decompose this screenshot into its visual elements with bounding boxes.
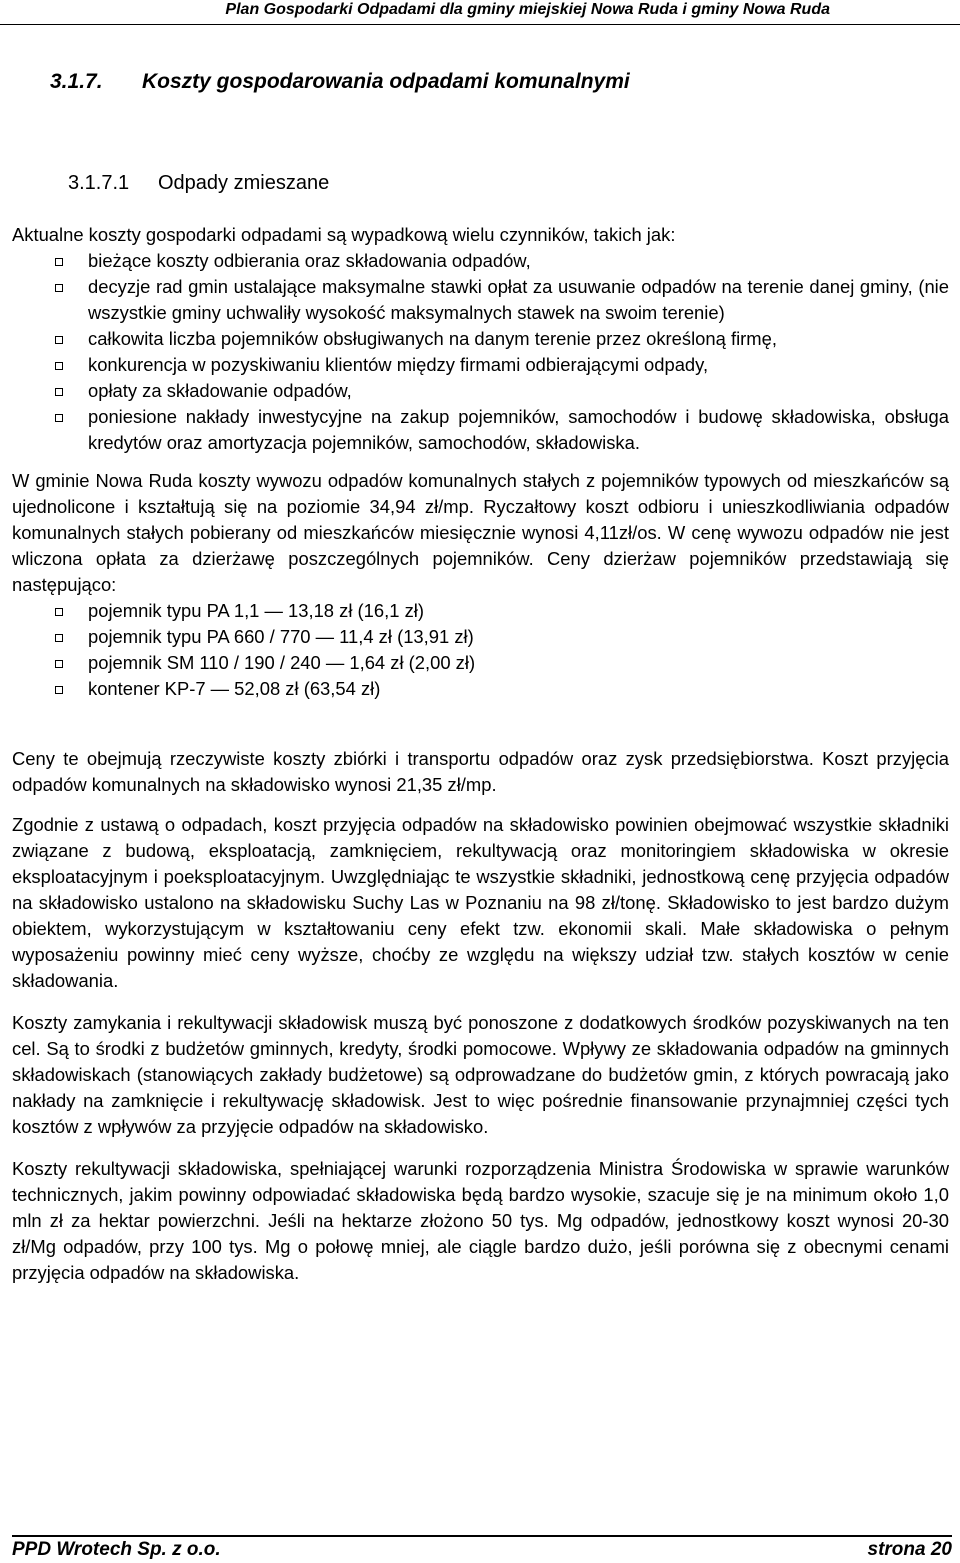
section-number: 3.1.7. — [50, 70, 103, 93]
section-heading — [50, 70, 630, 94]
paragraph: Zgodnie z ustawą o odpadach, koszt przyjęcia odpadów na składowisko powinien obejmować wszystkie składniki związane z budową, eksploatacją, zamknięciem, rekultywacją oraz monitoringiem składowiska w okresie eksploatacyjnym i poeksploatacyjnym. Uwzględniając te wszystkie składniki, jednostkową cenę przyjęcia odpadów na składowisko ustalono na składowisku Suchy Las w Poznaniu na 98 zł/tonę. Składowisko to jest bardzo dużym obiektem, wykorzystującym w kształtowaniu ceny efekt tzw. ekonomii skali. Małe składowiska o pełnym wyposażeniu powinny mieć ceny wyższe, choćby ze względu na większy udział tzw. stałych kosztów w cenie składowania. — [12, 814, 949, 991]
intro-paragraph: Aktualne koszty gospodarki odpadami są wypadkową wielu czynników, takich jak: — [12, 224, 676, 245]
containers-list — [12, 598, 949, 702]
subsection-title: Odpady zmieszane — [158, 172, 330, 194]
section-title: Koszty gospodarowania odpadami komunalnymi — [142, 70, 630, 93]
list-item: kontener KP-7 — 52,08 zł (63,54 zł) — [88, 676, 949, 702]
factors-list — [12, 248, 949, 456]
page-header — [0, 0, 960, 25]
paragraph: Koszty rekultywacji składowiska, spełniającej warunki rozporządzenia Ministra Środowiska w sprawie warunków technicznych, jakim powinny odpowiadać składowiska będą bardzo wysokie, szacuje się je na minimum około 1,0 mln zł za hektar powierzchni. Jeśli na hektarze złożono 50 tys. Mg odpadów, jednostkowy koszt wynosi 20-30 zł/Mg odpadów, przy 100 tys. Mg o połowę mniej, ale ciągle bardzo dużo, jeśli porówna się z obecnymi cenami przyjęcia odpadów na składowiska. — [12, 1158, 949, 1283]
list-item: konkurencja w pozyskiwaniu klientów między firmami odbierającymi odpady, — [88, 352, 949, 378]
footer-company: PPD Wrotech Sp. z o.o. — [12, 1539, 221, 1560]
subsection-heading — [68, 172, 329, 195]
costs-paragraph: W gminie Nowa Ruda koszty wywozu odpadów komunalnych stałych z pojemników typowych od mieszkańców są ujednolicone i kształtują się na poziomie 34,94 zł/mp. Ryczałtowy koszt odbioru i unieszkodliwiania odpadów komunalnych stałych pobierany od mieszkańców miesięcznie wynosi 4,11zł/os. W cenę wywozu odpadów nie jest wliczona opłata za dzierżawę poszczególnych pojemników. Ceny dzierżaw pojemników przedstawiają się następująco: — [12, 470, 949, 595]
list-item: pojemnik SM 110 / 190 / 240 — 1,64 zł (2,00 zł) — [88, 650, 949, 676]
list-item: opłaty za składowanie odpadów, — [88, 378, 949, 404]
subsection-number: 3.1.7.1 — [68, 172, 130, 194]
header-title: Plan Gospodarki Odpadami dla gminy miejskiej Nowa Ruda i gminy Nowa Ruda — [225, 1, 830, 18]
list-item: całkowita liczba pojemników obsługiwanych na danym terenie przez określoną firmę, — [88, 326, 949, 352]
paragraph: Koszty zamykania i rekultywacji składowisk muszą być ponoszone z dodatkowych środków pozyskiwanych na ten cel. Są to środki z budżetów gminnych, kredyty, środki pomocowe. Wpływy ze składowania odpadów na gminnych składowiskach (stanowiących zakłady budżetowe) są odprowadzane do budżetów gmin, z których powracają jako nakłady na zamknięcie i rekultywację składowisk. Jest to więc pośrednie finansowanie przynajmniej części tych kosztów z wpływów za przyjęcie odpadów na składowisko. — [12, 1012, 949, 1137]
list-item: decyzje rad gmin ustalające maksymalne stawki opłat za usuwanie odpadów na terenie danej gminy, (nie wszystkie gminy uchwaliły wysokość maksymalnych stawek na swoim terenie) — [88, 274, 949, 326]
list-item: poniesione nakłady inwestycyjne na zakup pojemników, samochodów i budowę składowiska, obsługa kredytów oraz amortyzacja pojemników, samochodów, składowiska. — [88, 404, 949, 456]
list-item: pojemnik typu PA 1,1 — 13,18 zł (16,1 zł) — [88, 598, 949, 624]
footer-page-number: strona 20 — [867, 1539, 952, 1560]
paragraph: Ceny te obejmują rzeczywiste koszty zbiórki i transportu odpadów oraz zysk przedsiębiorstwa. Koszt przyjęcia odpadów komunalnych na składowisko wynosi 21,35 zł/mp. — [12, 748, 949, 795]
main-content — [12, 222, 949, 1286]
list-item: pojemnik typu PA 660 / 770 — 11,4 zł (13,91 zł) — [88, 624, 949, 650]
page-footer — [12, 1535, 952, 1563]
list-item: bieżące koszty odbierania oraz składowania odpadów, — [88, 248, 949, 274]
